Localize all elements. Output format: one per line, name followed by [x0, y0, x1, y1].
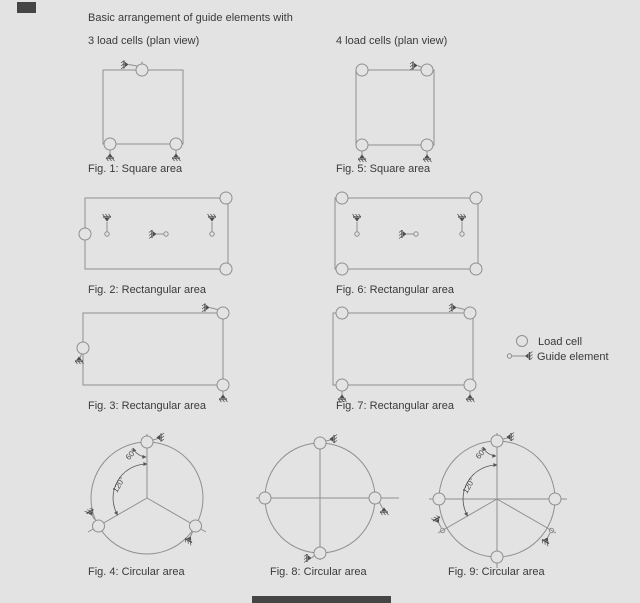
figure-9-caption: Fig. 9: Circular area: [448, 566, 545, 578]
column-left-label: 3 load cells (plan view): [88, 35, 200, 47]
load-cell-icon: [421, 64, 433, 76]
legend-load-cell-label: Load cell: [538, 336, 583, 348]
load-cell-icon: [470, 192, 482, 204]
load-cell-icon: [136, 64, 148, 76]
legend-guide-element-label: Guide element: [537, 351, 609, 363]
load-cell-icon: [369, 492, 381, 504]
angle-label-60: 60°: [123, 446, 139, 462]
load-cell-icon: [464, 307, 476, 319]
angle-label-60: 60°: [473, 445, 489, 461]
load-cell-icon: [217, 379, 229, 391]
load-cell-icon: [220, 192, 232, 204]
load-cell-icon: [170, 138, 182, 150]
figure-8-caption: Fig. 8: Circular area: [270, 566, 367, 578]
load-cell-icon: [336, 192, 348, 204]
figure-2-caption: Fig. 2: Rectangular area: [88, 284, 207, 296]
load-cell-icon: [93, 520, 105, 532]
dark-box-top-left: [17, 2, 36, 13]
load-cell-icon: [336, 307, 348, 319]
load-cell-icon: [79, 228, 91, 240]
load-cell-icon: [190, 520, 202, 532]
load-cell-icon: [141, 436, 153, 448]
load-cell-icon: [220, 263, 232, 275]
load-cell-icon: [421, 139, 433, 151]
load-cell-icon: [77, 342, 89, 354]
figure-3-caption: Fig. 3: Rectangular area: [88, 400, 207, 412]
load-cell-icon: [356, 64, 368, 76]
load-cell-icon: [356, 139, 368, 151]
load-cell-icon: [464, 379, 476, 391]
load-cell-icon: [336, 379, 348, 391]
figure-7-caption: Fig. 7: Rectangular area: [336, 400, 455, 412]
load-cell-icon: [259, 492, 271, 504]
load-cell-icon: [104, 138, 116, 150]
load-cell-icon: [491, 551, 503, 563]
figure-5-caption: Fig. 5: Square area: [336, 163, 431, 175]
figure-6-caption: Fig. 6: Rectangular area: [336, 284, 455, 296]
load-cell-icon: [549, 493, 561, 505]
page-title: Basic arrangement of guide elements with: [88, 12, 293, 24]
load-cell-icon: [217, 307, 229, 319]
figure-1-caption: Fig. 1: Square area: [88, 163, 183, 175]
angle-label-120: 120°: [460, 476, 477, 496]
load-cell-icon: [491, 435, 503, 447]
load-cell-icon: [314, 547, 326, 559]
load-cell-icon: [470, 263, 482, 275]
load-cell-icon: [314, 437, 326, 449]
angle-label-120: 120°: [110, 475, 127, 495]
load-cell-icon: [433, 493, 445, 505]
figure-4-caption: Fig. 4: Circular area: [88, 566, 185, 578]
column-right-label: 4 load cells (plan view): [336, 35, 448, 47]
dark-bar-bottom: [252, 596, 391, 603]
load-cell-icon: [336, 263, 348, 275]
